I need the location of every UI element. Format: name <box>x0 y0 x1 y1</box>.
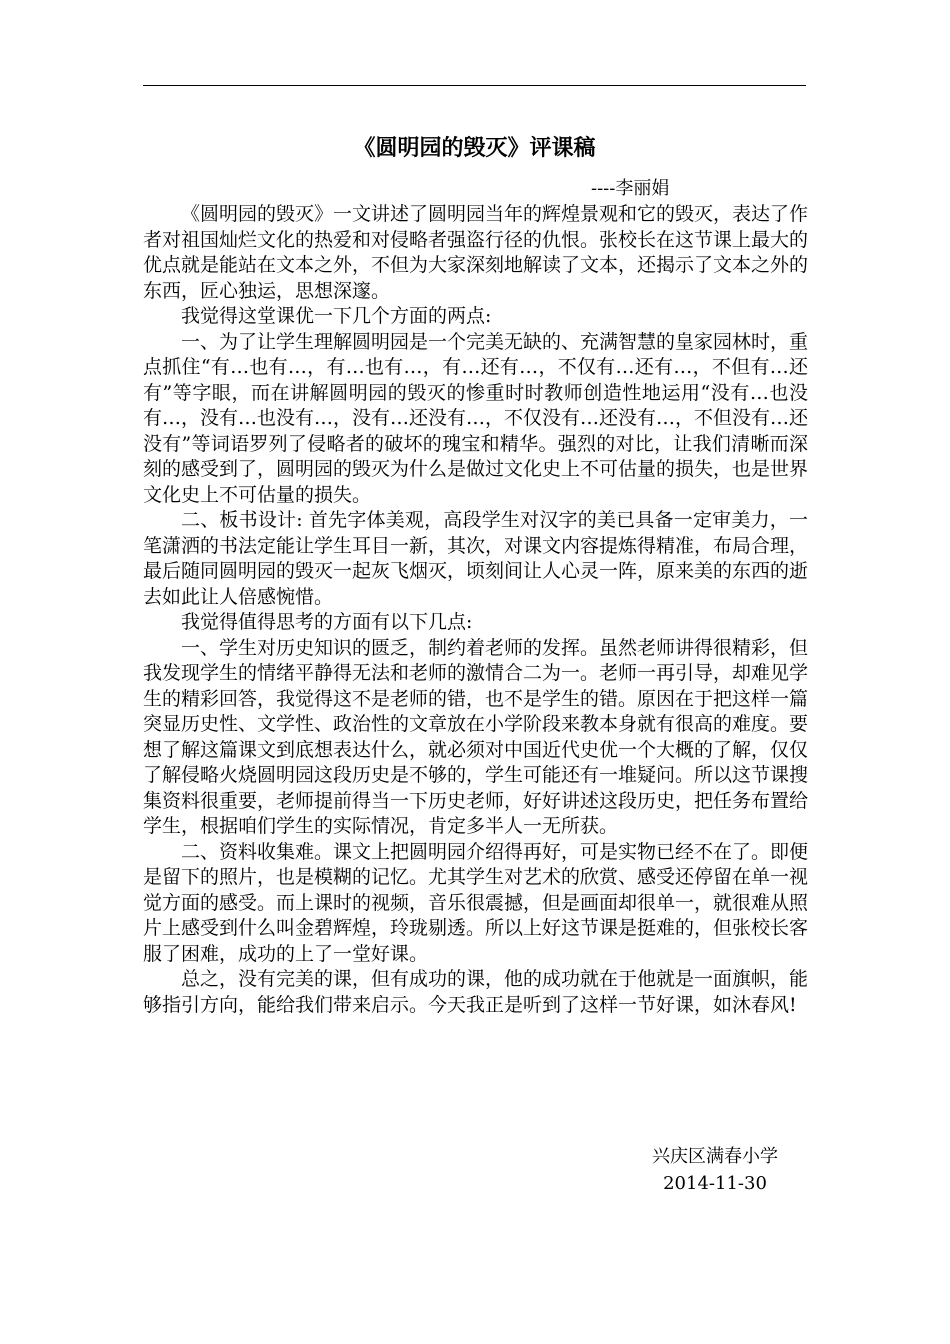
paragraph-reflection-2: 二、资料收集难。课文上把圆明园介绍得再好，可是实物已经不在了。即便是留下的照片，也是模糊的记忆。尤其学生对艺术的欣赏、感受还停留在单一视觉方面的感受。而上课时的视频，音乐很震撼，但是画面却很单一，就很难从照片上感受到什么叫金碧辉煌，玲珑剔透。所以上好这节课是挺难的，但张校长客服了困难，成功的上了一堂好课。 <box>143 840 809 965</box>
paragraph-conclusion: 总之，没有完美的课，但有成功的课，他的成功就在于他就是一面旗帜，能够指引方向，能给我们带来启示。今天我正是听到了这样一节好课，如沐春风! <box>143 968 809 1016</box>
signature-block <box>620 1143 810 1197</box>
document-title: 《圆明园的毁灭》评课稿 <box>353 135 596 161</box>
paragraph-strengths-heading: 我觉得这堂课优一下几个方面的两点: <box>181 305 492 327</box>
paragraph-reflection-heading: 我觉得值得思考的方面有以下几点: <box>181 611 473 633</box>
document-body <box>143 202 808 1018</box>
author-line: ----李丽娟 <box>591 178 670 199</box>
header-rule <box>143 85 806 86</box>
paragraph-intro: 《圆明园的毁灭》一文讲述了圆明园当年的辉煌景观和它的毁灭，表达了作者对祖国灿烂文化的热爱和对侵略者强盗行径的仇恨。张校长在这节课上最大的优点就是能站在文本之外，不但为大家深刻地解读了文本，还揭示了文本之外的东西，匠心独运，思想深邃。 <box>143 203 809 302</box>
paragraph-reflection-1: 一、学生对历史知识的匮乏，制约着老师的发挥。虽然老师讲得很精彩，但我发现学生的情绪平静得无法和老师的激情合二为一。老师一再引导，却难见学生的精彩回答，我觉得这不是老师的错，也不是学生的错。原因在于把这样一篇突显历史性、文学性、政治性的文章放在小学阶段来教本身就有很高的难度。要想了解这篇课文到底想表达什么，就必须对中国近代史优一个大概的了解，仅仅了解侵略火烧圆明园这段历史是不够的，学生可能还有一堆疑问。所以这节课搜集资料很重要，老师提前得当一下历史老师，好好讲述这段历史，把任务布置给学生，根据咱们学生的实际情况，肯定多半人一无所获。 <box>143 636 809 837</box>
paragraph-strength-2: 二、板书设计: 首先字体美观，高段学生对汉字的美已具备一定审美力，一笔潇洒的书法定能让学生耳目一新，其次，对课文内容提炼得精准，布局合理，最后随同圆明园的毁灭一起灰飞烟灭，顷刻间让人心灵一阵，原来美的东西的逝去如此让人倍感惋惜。 <box>143 509 809 608</box>
signature-school: 兴庆区满春小学 <box>652 1146 778 1167</box>
paragraph-strength-1: 一、为了让学生理解圆明园是一个完美无缺的、充满智慧的皇家园林时，重点抓住“有…也有…，有…也有…，有…还有…，不仅有…还有…，不但有…还有”等字眼，而在讲解圆明园的毁灭的惨重时时教师创造性地运用“没有…也没有…，没有…也没有…，没有…还没有…，不仅没有…还没有…，不但没有…还没有”等词语罗列了侵略者的破坏的瑰宝和精华。强烈的对比，让我们清晰而深刻的感受到了，圆明园的毁灭为什么是做过文化史上不可估量的损失，也是世界文化史上不可估量的损失。 <box>143 330 809 506</box>
signature-date: 2014-11-30 <box>663 1173 767 1194</box>
